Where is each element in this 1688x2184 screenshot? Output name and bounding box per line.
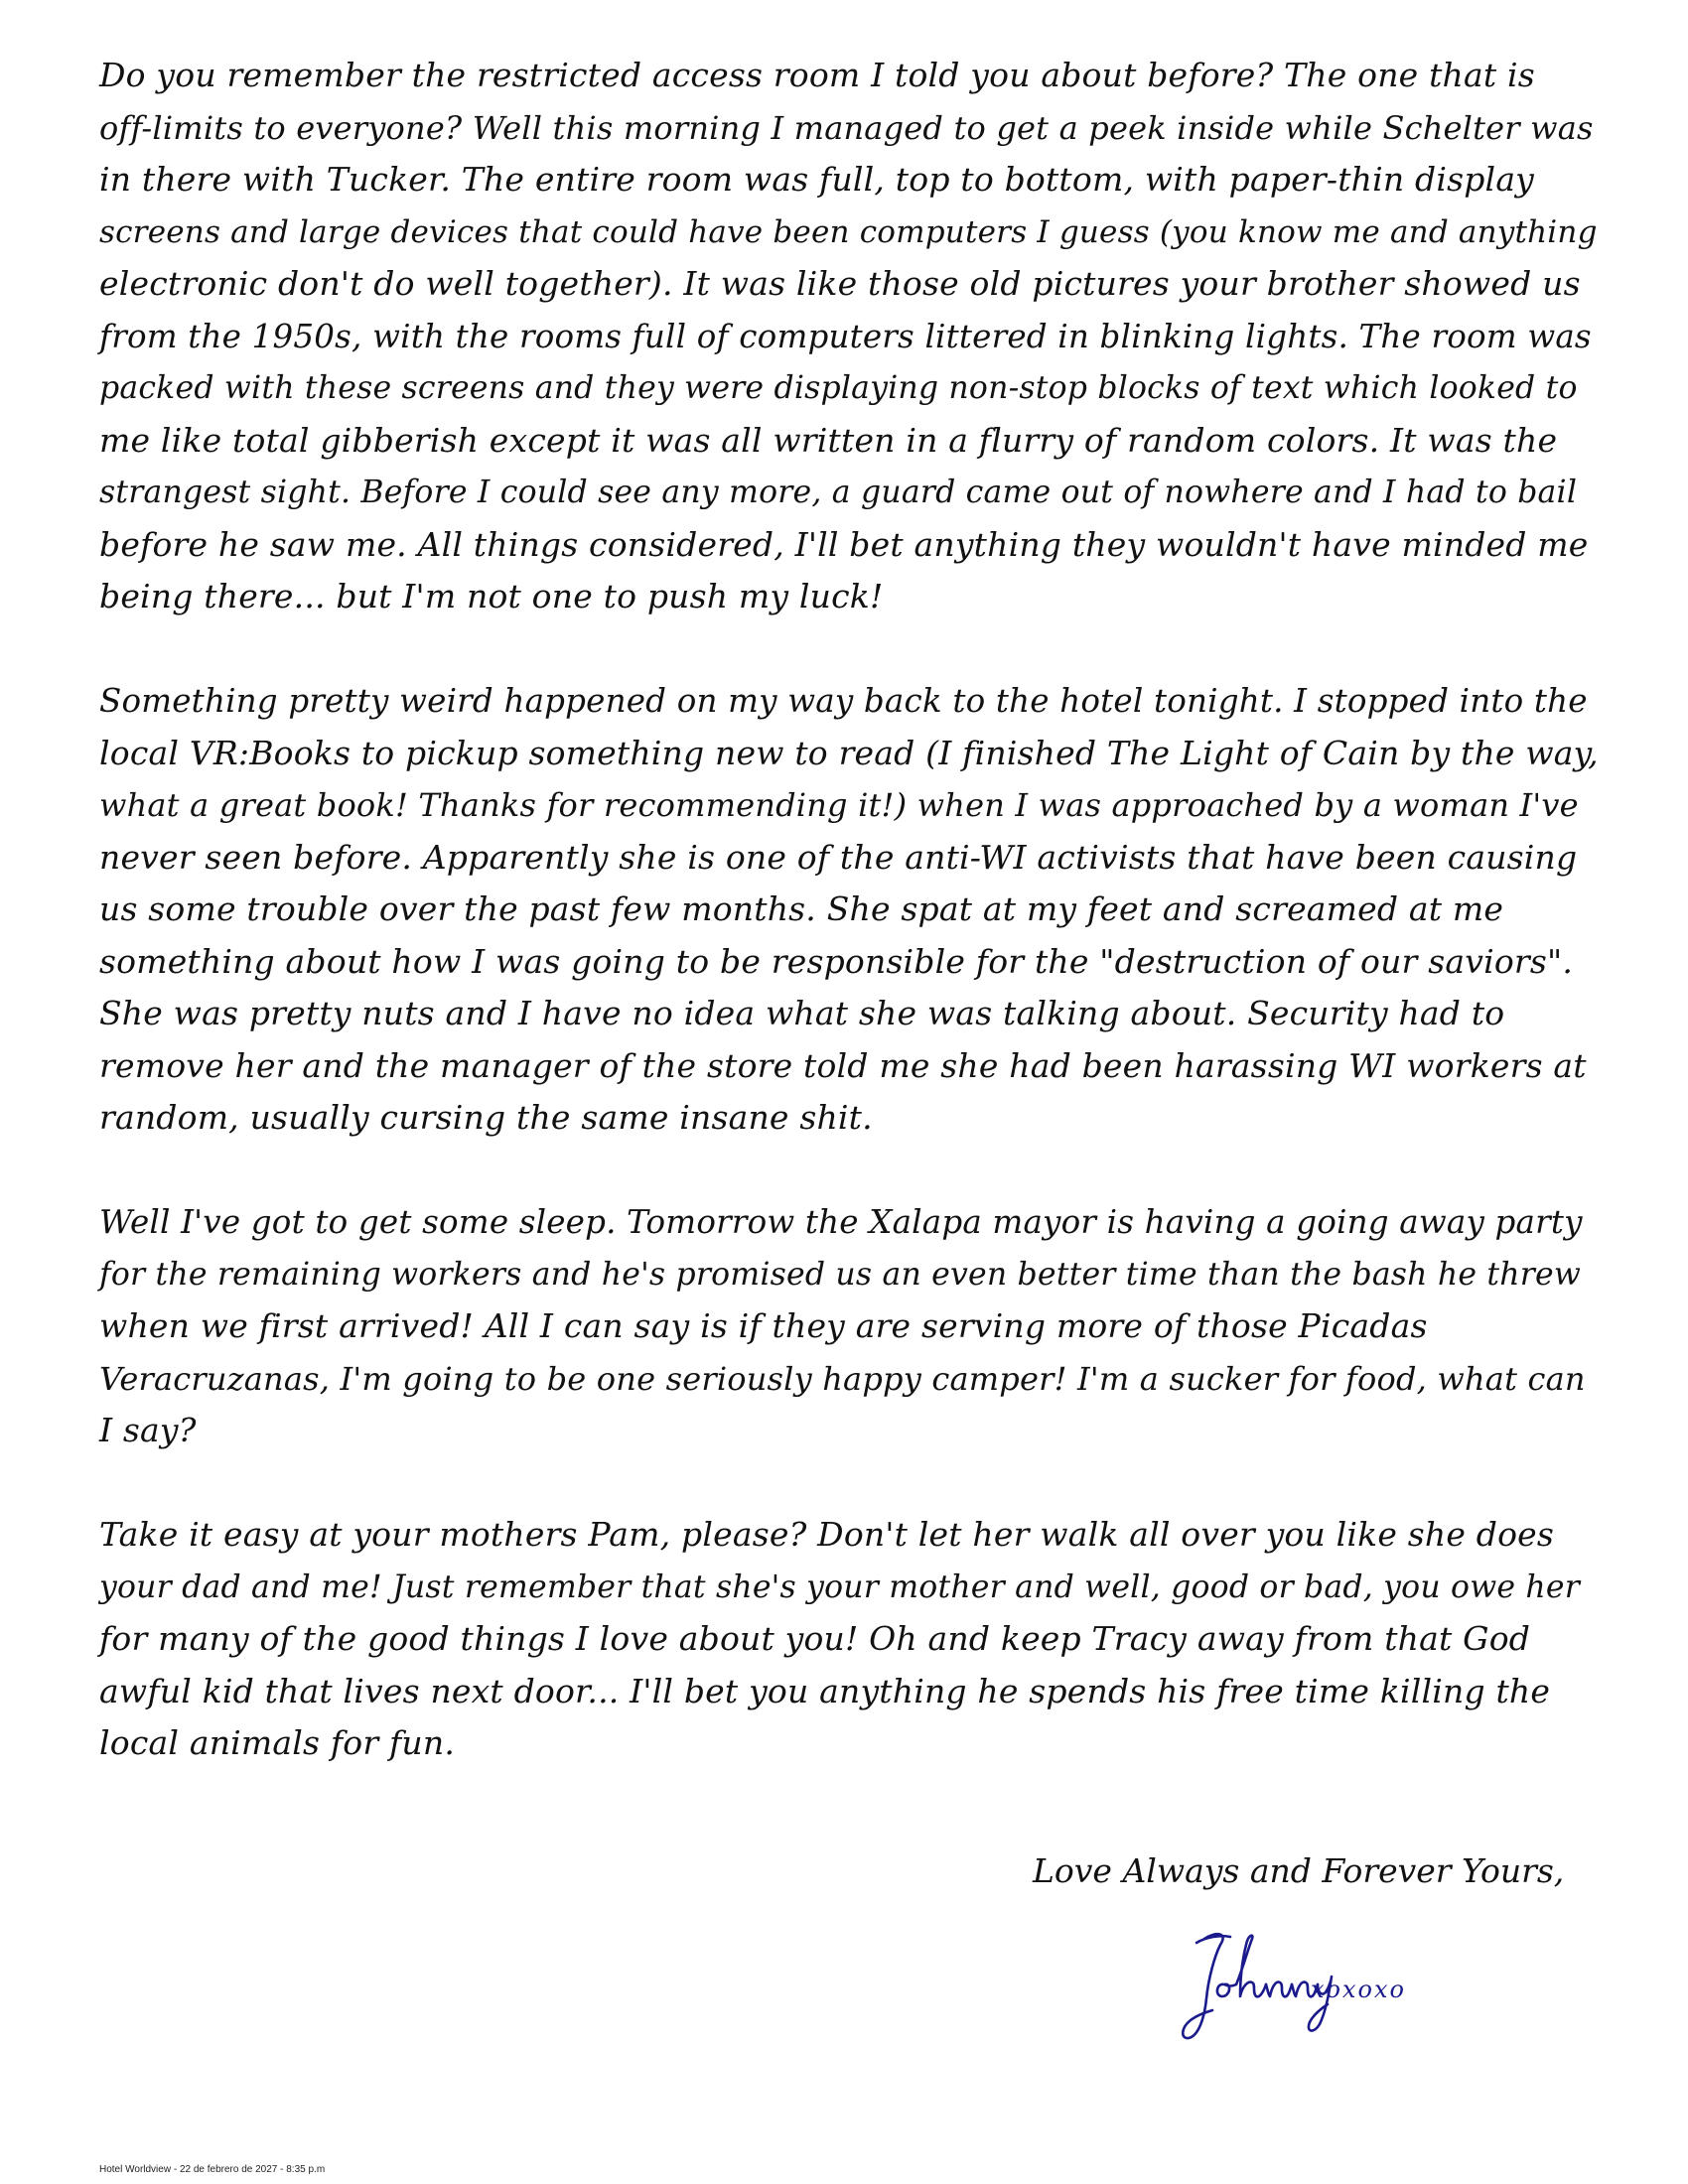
letter-line: something about how I was going to be responsible for the "destruction of our saviors". — [99, 941, 1574, 981]
letter-line: before he saw me. All things considered, I'll bet anything they wouldn't have minded me — [99, 524, 1589, 564]
letter-line: Well I've got to get some sleep. Tomorrow the Xalapa mayor is having a going away party — [99, 1203, 1583, 1241]
letter-line: your dad and me! Just remember that she's your mother and well, good or bad, you owe her — [99, 1569, 1581, 1605]
letter-line: Veracruzanas, I'm going to be one seriously happy camper! I'm a sucker for food, what can — [99, 1359, 1586, 1398]
letter-line: off-limits to everyone? Well this morning I managed to get a peek inside while Schelter was — [99, 108, 1594, 147]
paragraph-gap — [99, 1457, 1599, 1510]
paragraph-4 — [99, 1509, 1599, 1770]
letter-line: Something pretty weird happened on my way back to the hotel tonight. I stopped into the — [99, 682, 1588, 720]
letter-line: remove her and the manager of the store told me she had been harassing WI workers at — [99, 1045, 1587, 1085]
paragraph-gap — [99, 623, 1599, 676]
letter-line: Do you remember the restricted access room I told you about before? The one that is — [99, 56, 1535, 94]
letter-line: being there... but I'm not one to push my luck! — [99, 577, 884, 615]
paragraph-gap — [99, 1145, 1599, 1197]
letter-closing: Love Always and Forever Yours, — [1033, 1851, 1565, 1890]
letter-line: in there with Tucker. The entire room was full, top to bottom, with paper-thin display — [99, 160, 1535, 199]
letter-body — [99, 50, 1599, 1770]
letter-line: for the remaining workers and he's promised us an even better time than the bash he threw — [99, 1256, 1582, 1293]
signature-kisses: xoxoxo — [1311, 1976, 1406, 2003]
letter-line: when we first arrived! All I can say is if they are serving more of those Picadas — [99, 1306, 1428, 1345]
letter-line: electronic don't do well together). It was like those old pictures your brother showed us — [99, 264, 1581, 303]
paragraph-3 — [99, 1196, 1599, 1457]
letter-line: strangest sight. Before I could see any more, a guard came out of nowhere and I had to bail — [99, 475, 1578, 510]
letter-line: screens and large devices that could have been computers I guess (you know me and anything — [99, 213, 1598, 250]
letter-line: what a great book! Thanks for recommending it!) when I was approached by a woman I've — [99, 786, 1579, 824]
letter-line: local VR:Books to pickup something new to read (I finished The Light of Cain by the way, — [99, 733, 1599, 772]
footer-caption: Hotel Worldview - 22 de febrero de 2027 - 8:35 p.m — [99, 2164, 326, 2175]
letter-line: I say? — [99, 1411, 197, 1449]
letter-line: from the 1950s, with the rooms full of computers littered in blinking lights. The room was — [99, 317, 1592, 355]
letter-line: local animals for fun. — [99, 1723, 456, 1762]
paragraph-2 — [99, 675, 1599, 1145]
letter-line: random, usually cursing the same insane shit. — [99, 1098, 873, 1137]
letter-line: never seen before. Apparently she is one of the anti-WI activists that have been causing — [99, 837, 1578, 877]
letter-line: Take it easy at your mothers Pam, please? Don't let her walk all over you like she does — [99, 1515, 1555, 1554]
paragraph-1 — [99, 50, 1599, 623]
letter-line: me like total gibberish except it was all written in a flurry of random colors. It was the — [99, 420, 1558, 460]
letter-line: for many of the good things I love about you! Oh and keep Tracy away from that God — [99, 1619, 1531, 1658]
letter-line: awful kid that lives next door... I'll bet you anything he spends his free time killing the — [99, 1671, 1551, 1710]
letter-line: packed with these screens and they were displaying non-stop blocks of text which looked to — [99, 370, 1578, 406]
letter-line: She was pretty nuts and I have no idea what she was talking about. Security had to — [99, 994, 1505, 1032]
letter-line: us some trouble over the past few months. She spat at my feet and screamed at me — [99, 889, 1504, 928]
